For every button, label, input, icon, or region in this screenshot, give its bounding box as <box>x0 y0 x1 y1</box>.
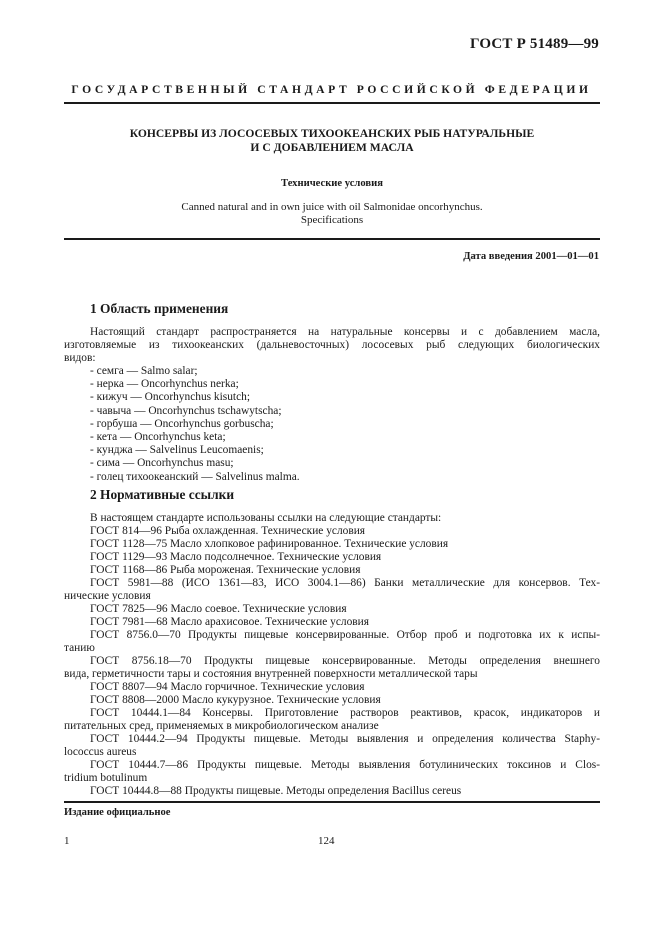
list-item: - чавыча — Oncorhynchus tschawytscha; <box>90 404 282 417</box>
state-standard-banner: ГОСУДАРСТВЕННЫЙ СТАНДАРТ РОССИЙСКОЙ ФЕДЕРАЦИИ <box>71 83 592 96</box>
reference-item: ГОСТ 8756.18—70 Продукты пищевые консервированные. Методы определения внешнего <box>90 655 600 667</box>
reference-item: ГОСТ 5981—88 (ИСО 1361—83, ИСО 3004.1—86) Банки металлические для консервов. Тех- <box>90 577 600 589</box>
list-item: - семга — Salmo salar; <box>90 365 198 377</box>
reference-item-continuation: нические условия <box>64 590 151 602</box>
list-item: - кижуч — Oncorhynchus kisutch; <box>90 391 250 404</box>
reference-item: ГОСТ 10444.1—84 Консервы. Приготовление растворов реактивов, красок, индикаторов и <box>90 707 600 719</box>
section-1-paragraph-line: видов: <box>64 352 96 364</box>
reference-item-continuation: танию <box>64 642 95 654</box>
reference-item-continuation: lococcus aureus <box>64 746 137 758</box>
reference-item: ГОСТ 10444.8—88 Продукты пищевые. Методы определения Bacillus cereus <box>90 785 462 797</box>
title-line-1: КОНСЕРВЫ ИЗ ЛОСОСЕВЫХ ТИХООКЕАНСКИХ РЫБ НАТУРАЛЬНЫЕ <box>129 127 535 140</box>
reference-item: ГОСТ 7825—96 Масло соевое. Технические условия <box>90 603 347 615</box>
reference-item: ГОСТ 10444.7—86 Продукты пищевые. Методы выявления ботулинических токсинов и Clos- <box>90 759 600 771</box>
footer-rule <box>64 801 600 803</box>
section-2-heading: 2 Нормативные ссылки <box>90 487 235 502</box>
reference-item-continuation: питательных сред, применяемых в микробиологическом анализе <box>64 720 379 732</box>
document-subtitle: Технические условия <box>281 178 383 189</box>
introduction-date: Дата введения 2001—01—01 <box>463 251 599 262</box>
english-title-line-2: Specifications <box>300 214 364 226</box>
reference-item: ГОСТ 1128—75 Масло хлопковое рафинированное. Технические условия <box>90 538 449 550</box>
list-item: - нерка — Oncorhynchus nerka; <box>90 378 239 391</box>
reference-item: ГОСТ 8756.0—70 Продукты пищевые консервированные. Отбор проб и подготовка их к испы- <box>90 629 600 641</box>
list-item: - кунджа — Salvelinus Leucomaenis; <box>90 444 264 457</box>
list-item: - кета — Oncorhynchus keta; <box>90 430 226 443</box>
reference-item: ГОСТ 8807—94 Масло горчичное. Технические условия <box>90 681 365 693</box>
section-1-paragraph-line: изготовляемые из тихоокеанских (дальневосточных) лососевых рыб следующих биологических <box>64 339 600 351</box>
official-edition-label: Издание официальное <box>64 807 171 818</box>
document-title <box>64 127 600 155</box>
english-title-line-1: Canned natural and in own juice with oil Salmonidae oncorhynchus. <box>181 201 483 213</box>
page-marker-left: 1 <box>64 835 70 847</box>
reference-item-continuation: tridium botulinum <box>64 772 148 784</box>
list-item: - горбуша — Oncorhynchus gorbuscha; <box>90 417 274 430</box>
reference-item: ГОСТ 1129—93 Масло подсолнечное. Технические условия <box>90 551 382 563</box>
page-number: 124 <box>318 835 335 847</box>
section-1-heading: 1 Область применения <box>90 301 229 316</box>
section-1-paragraph-line: Настоящий стандарт распространяется на натуральные консервы и с добавлением масла, <box>90 326 600 338</box>
english-title <box>64 201 600 227</box>
reference-item: ГОСТ 7981—68 Масло арахисовое. Технические условия <box>90 616 369 628</box>
header-rule <box>64 102 600 104</box>
species-list <box>90 365 300 484</box>
reference-item: ГОСТ 10444.2—94 Продукты пищевые. Методы выявления и определения количества Staphy- <box>90 733 600 745</box>
list-item: - голец тихоокеанский — Salvelinus malma. <box>90 470 300 483</box>
title-rule <box>64 238 600 240</box>
document-code: ГОСТ Р 51489—99 <box>469 36 599 52</box>
list-item: - сима — Oncorhynchus masu; <box>90 457 234 470</box>
reference-item-continuation: вида, герметичности тары и состояния внутренней поверхности металлической тары <box>64 668 478 680</box>
section-2-intro: В настоящем стандарте использованы ссылки на следующие стандарты: <box>90 512 442 524</box>
reference-item: ГОСТ 814—96 Рыба охлажденная. Технические условия <box>90 525 366 537</box>
reference-item: ГОСТ 8808—2000 Масло кукурузное. Технические условия <box>90 694 381 706</box>
reference-item: ГОСТ 1168—86 Рыба мороженая. Технические условия <box>90 564 361 576</box>
title-line-2: И С ДОБАВЛЕНИЕМ МАСЛА <box>250 141 414 154</box>
